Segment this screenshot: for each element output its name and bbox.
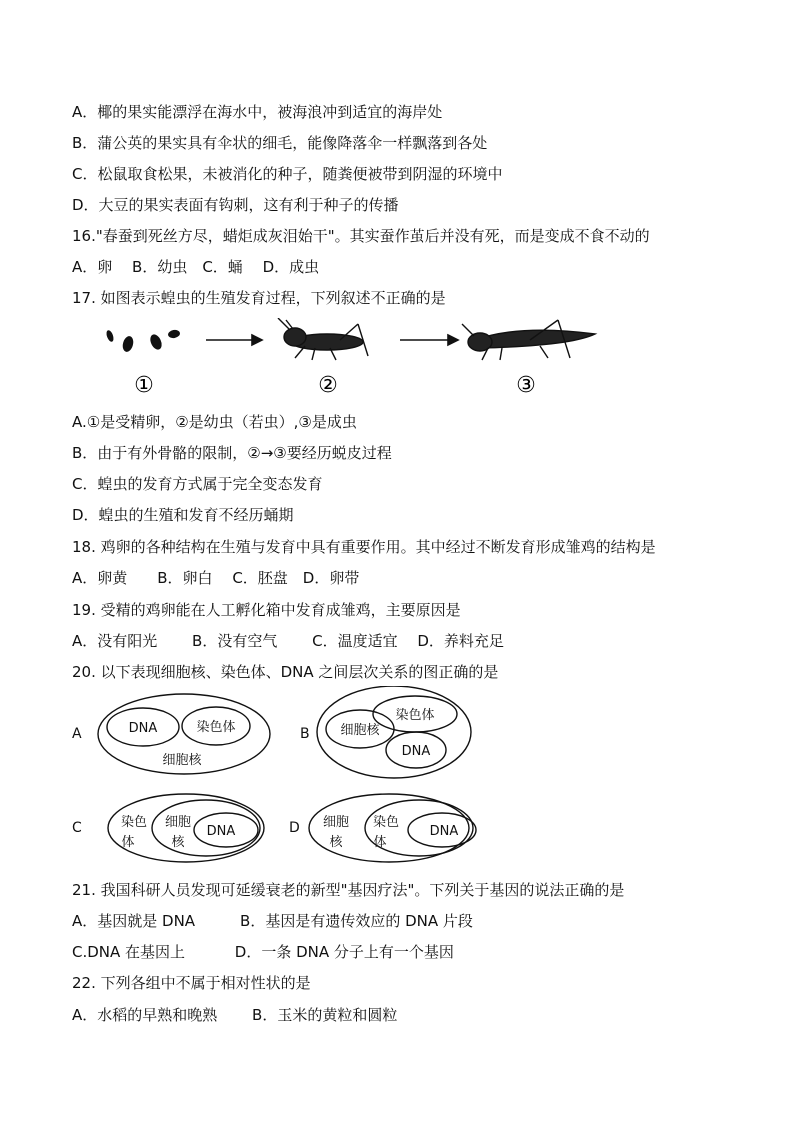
- venn-c-dna: DNA: [206, 824, 236, 839]
- options-21-cd: C.DNA 在基因上 D．一条 DNA 分子上有一个基因: [72, 943, 454, 961]
- options-18: A．卵黄 B．卵白 C．胚盘 D．卵带: [72, 569, 360, 587]
- venn-b-nucleus: 细胞核: [340, 723, 380, 738]
- venn-c-nucleus-2: 核: [171, 835, 185, 850]
- option-15b: B．蒲公英的果实具有伞状的细毛，能像降落伞一样飘落到各处: [72, 134, 488, 152]
- venn-option-a: [72, 694, 270, 774]
- option-15a: A．椰的果实能漂浮在海水中，被海浪冲到适宜的海岸处: [72, 103, 443, 121]
- venn-d-dna: DNA: [429, 824, 459, 839]
- options-19: A．没有阳光 B．没有空气 C．温度适宜 D．养料充足: [72, 632, 504, 650]
- option-17c: C．蝗虫的发育方式属于完全变态发育: [72, 475, 323, 493]
- venn-b-letter: B: [300, 726, 310, 742]
- option-17d: D．蝗虫的生殖和发育不经历蛹期: [72, 506, 294, 524]
- venn-d-nucleus: 细胞: [322, 815, 350, 830]
- arrow-icon: [400, 335, 458, 345]
- venn-c-letter: C: [72, 820, 82, 836]
- option-17b: B．由于有外骨骼的限制，②→③要经历蜕皮过程: [72, 444, 392, 462]
- egg-cluster-icon: [105, 329, 180, 353]
- venn-d-nucleus-2: 核: [329, 835, 343, 850]
- venn-c-nucleus: 细胞: [164, 815, 192, 830]
- option-15c: C．松鼠取食松果，未被消化的种子，随粪便被带到阴湿的环境中: [72, 165, 503, 183]
- option-17a: A.①是受精卵，②是幼虫（若虫）,③是成虫: [72, 413, 357, 431]
- venn-a-letter: A: [72, 726, 82, 742]
- venn-a-dna: DNA: [128, 721, 158, 736]
- options-21-ab: A．基因就是 DNA B．基因是有遗传效应的 DNA 片段: [72, 912, 473, 930]
- venn-b-dna: DNA: [401, 744, 431, 759]
- question-18: 18. 鸡卵的各种结构在生殖与发育中具有重要作用。其中经过不断发育形成雏鸡的结构是: [72, 538, 656, 556]
- question-16: 16."春蚕到死丝方尽，蜡炬成灰泪始干"。其实蚕作茧后并没有死，而是变成不食不动的: [72, 227, 650, 245]
- venn-diagram-options: [64, 686, 484, 864]
- venn-option-d: [289, 794, 476, 862]
- venn-a-nucleus: 细胞核: [162, 753, 202, 768]
- options-22-ab: A．水稻的早熟和晚熟 B．玉米的黄粒和圆粒: [72, 1006, 398, 1024]
- venn-d-chromosome: 染色: [372, 815, 400, 830]
- nymph-locust-icon: [278, 318, 368, 360]
- stage-1-label: ①: [134, 373, 154, 398]
- venn-d-chromosome-2: 体: [373, 835, 387, 850]
- question-17: 17. 如图表示蝗虫的生殖发育过程，下列叙述不正确的是: [72, 289, 446, 307]
- question-22: 22. 下列各组中不属于相对性状的是: [72, 974, 311, 992]
- venn-option-b: [300, 686, 471, 778]
- venn-a-chromosome: 染色体: [196, 720, 236, 735]
- question-19: 19. 受精的鸡卵能在人工孵化箱中发育成雏鸡，主要原因是: [72, 601, 461, 619]
- venn-d-letter: D: [289, 820, 300, 836]
- question-21: 21. 我国科研人员发现可延缓衰老的新型"基因疗法"。下列关于基因的说法正确的是: [72, 881, 625, 899]
- stage-3-label: ③: [516, 373, 536, 398]
- venn-b-chromosome: 染色体: [395, 708, 435, 723]
- venn-c-chromosome: 染色: [120, 815, 148, 830]
- locust-life-cycle-figure: [100, 318, 610, 400]
- arrow-icon: [206, 335, 262, 345]
- adult-locust-icon: [462, 320, 595, 360]
- stage-2-label: ②: [318, 373, 338, 398]
- venn-c-chromosome-2: 体: [121, 835, 135, 850]
- option-15d: D．大豆的果实表面有钩刺，这有利于种子的传播: [72, 196, 399, 214]
- question-20: 20. 以下表现细胞核、染色体、DNA 之间层次关系的图正确的是: [72, 663, 499, 681]
- options-16: A．卵 B．幼虫 C．蛹 D．成虫: [72, 258, 320, 276]
- venn-option-c: [72, 794, 264, 862]
